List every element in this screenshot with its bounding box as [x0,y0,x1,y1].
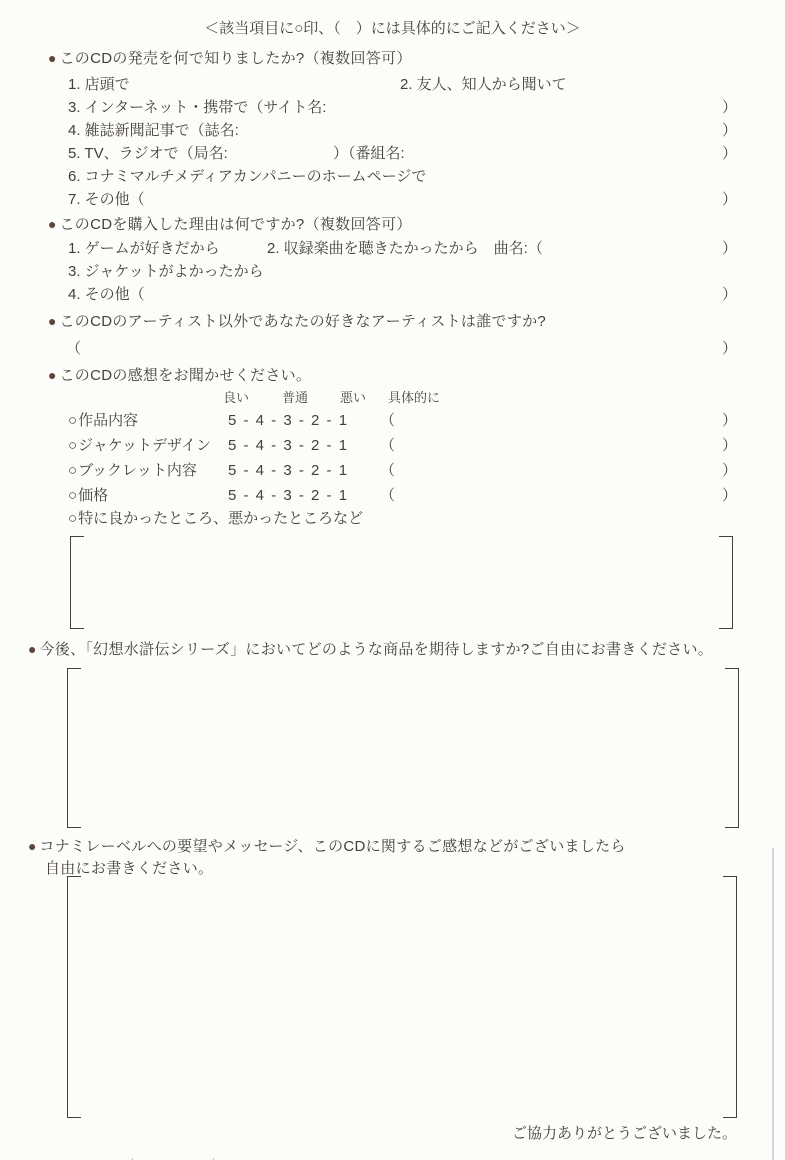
q2-item-other-label: 4. その他（ [68,286,145,303]
open-paren: （ [380,487,396,504]
option-circle-icon: ○ [68,510,78,527]
q1-title: このCDの発売を何で知りましたか?（複数回答可） [59,50,412,67]
q4-title-row [48,367,311,386]
option-circle-icon: ○ [68,462,78,479]
bullet-icon: ● [48,367,57,383]
rating-scale[interactable]: 5 - 4 - 3 - 2 - 1 [228,462,349,479]
right-bracket [723,876,737,1118]
rating-row-jacket [68,437,737,456]
scan-edge-artifact [772,848,774,1160]
q4-free-note: 特に良かったところ、悪かったところなど [78,510,364,527]
close-paren: ） [721,240,737,257]
q1-item-tv-program-label: ）（番組名: [333,145,405,162]
rating-label: 価格 [78,487,109,504]
q2-title: このCDを購入した理由は何ですか?（複数回答可） [59,216,412,233]
close-paren: ） [721,462,737,479]
q1-items-1-2 [68,76,737,95]
q1-item-friend: 2. 友人、知人から聞いて [400,76,567,93]
q1-item-magazine-row [68,122,737,141]
rating-header-good: 良い [223,390,250,405]
bullet-icon: ● [48,216,57,232]
q3-title-row [48,313,546,332]
q6-title-row [28,838,626,857]
open-paren: （ [66,340,82,357]
bullet-icon: ● [28,838,37,854]
q1-item-other-label: 7. その他（ [68,191,145,208]
close-paren: ） [721,487,737,504]
q6-title-line2: 自由にお書きください。 [45,860,214,877]
rating-row-booklet [68,462,737,481]
bullet-icon: ● [48,313,57,329]
close-paren: ） [721,412,737,429]
rating-label: 作品内容 [78,412,139,429]
q2-item-songs-label: 2. 収録楽曲を聴きたかったから 曲名:（ [267,240,543,257]
q2-item-game: 1. ゲームが好きだから [68,240,220,257]
q2-title-row [48,216,412,235]
q3-title: このCDのアーティスト以外であなたの好きなアーティストは誰ですか? [59,313,547,330]
close-paren: ） [721,145,737,162]
option-circle-icon: ○ [68,437,78,454]
close-paren: ） [721,437,737,454]
q5-title-row [28,641,713,660]
q1-item-store: 1. 店頭で [68,76,130,93]
q3-answer-row [66,340,737,359]
rating-scale[interactable]: 5 - 4 - 3 - 2 - 1 [228,412,349,429]
q1-item-other-row [68,191,737,210]
bullet-icon: ● [48,50,57,66]
option-circle-icon: ○ [68,412,78,429]
rating-scale[interactable]: 5 - 4 - 3 - 2 - 1 [228,437,349,454]
rating-label: ジャケットデザイン [78,437,211,454]
close-paren: ） [721,99,737,116]
q1-item-homepage: 6. コナミマルチメディアカンパニーのホームページで [68,168,427,185]
rating-header-normal: 普通 [282,390,309,405]
q1-item-internet-row [68,99,737,118]
q2-item-jacket: 3. ジャケットがよかったから [68,263,264,280]
rating-label: ブックレット内容 [78,462,197,479]
left-bracket [67,876,81,1118]
close-paren: ） [721,286,737,303]
rating-header-row [68,390,737,408]
scan-smudge-artifact [132,1142,214,1160]
footer-thanks: ご協力ありがとうございました。 [511,1125,737,1142]
q2-item-other-row [68,286,737,305]
q2-items-1-2 [68,240,737,259]
q4-free-note-row [68,510,363,529]
q5-title: 今後、「幻想水滸伝シリーズ」においてどのような商品を期待しますか?ご自由にお書きください。 [39,641,714,658]
close-paren: ） [721,122,737,139]
left-bracket [67,668,81,828]
open-paren: （ [380,437,396,454]
rating-scale[interactable]: 5 - 4 - 3 - 2 - 1 [228,487,349,504]
q4-title: このCDの感想をお聞かせください。 [59,367,312,384]
q1-title-row [48,50,412,69]
open-paren: （ [380,412,396,429]
header-instruction: ＜該当項目に○印、（ ）には具体的にご記入ください＞ [204,20,581,37]
q6-title-line1: コナミレーベルへの要望やメッセージ、このCDに関するご感想などがございましたら [39,838,626,855]
rating-header-specific: 具体的に [388,390,441,405]
close-paren: ） [721,340,737,357]
option-circle-icon: ○ [68,487,78,504]
rating-header-bad: 悪い [340,390,367,405]
right-bracket [719,536,733,629]
rating-row-content [68,412,737,431]
q1-item-tv-row [68,145,737,164]
bullet-icon: ● [28,641,37,657]
right-bracket [725,668,739,828]
free-text-box-impressions[interactable] [70,536,733,629]
free-text-box-product-wishes[interactable] [67,668,739,828]
open-paren: （ [380,462,396,479]
left-bracket [70,536,84,629]
free-text-box-messages[interactable] [67,876,737,1118]
rating-row-price [68,487,737,506]
q1-item-magazine-label: 4. 雑誌新聞記事で（誌名: [68,122,239,139]
close-paren: ） [721,191,737,208]
q1-item-internet-label: 3. インターネット・携帯で（サイト名: [68,99,327,116]
q1-item-tv-label: 5. TV、ラジオで（局名: [68,145,228,162]
